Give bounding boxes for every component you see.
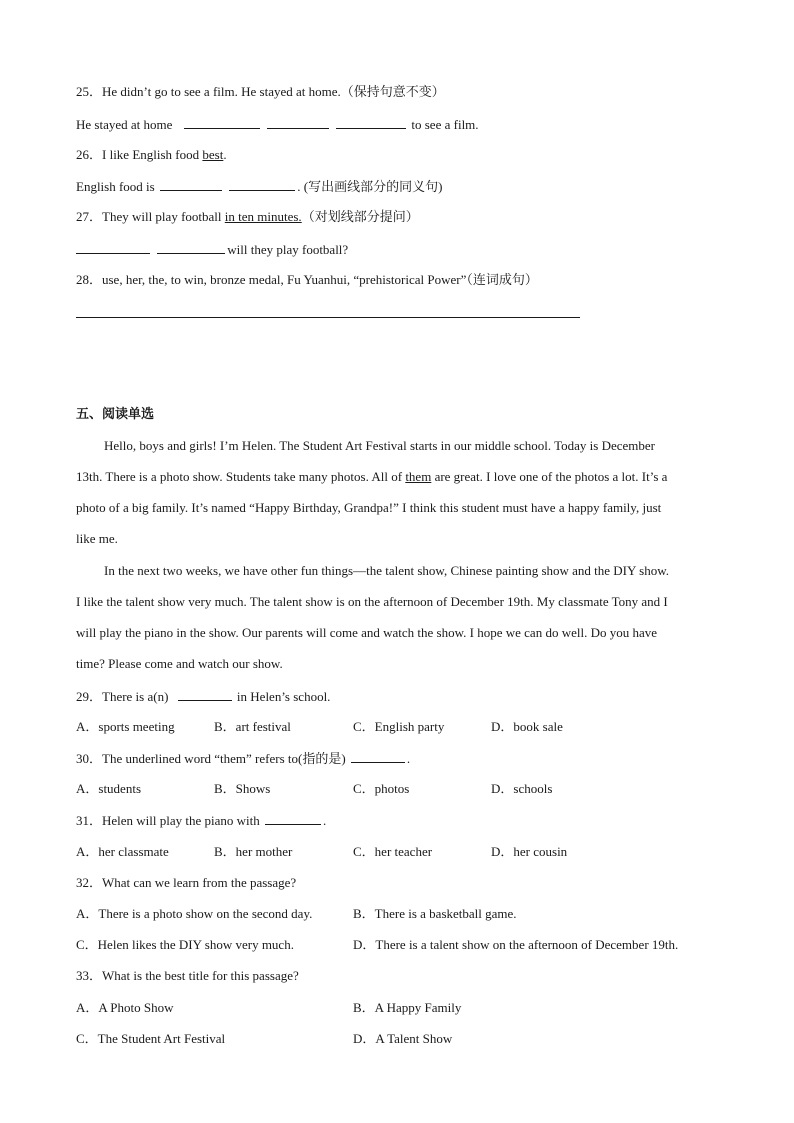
q32-option-d[interactable]: D．There is a talent show on the afternoon of December 19th. [353, 937, 679, 952]
passage-p1-line2 [76, 468, 667, 486]
q25-answer-start: He stayed at home [76, 117, 173, 132]
q27-underlined-phrase: in ten minutes. [224, 209, 302, 224]
section-title: 五、阅读单选 [76, 407, 155, 422]
q29-stem-start: 29．There is a(n) [76, 689, 169, 704]
q32-stem: 32．What can we learn from the passage? [76, 875, 297, 890]
passage-p2-line1: In the next two weeks, we have other fun things—the talent show, Chinese painting show and the DIY show. [104, 563, 670, 578]
q30-option-a[interactable]: A．students [76, 781, 142, 796]
q30-blank[interactable] [351, 749, 405, 763]
q30-stem-end: . [406, 751, 411, 766]
passage-p2-line2: I like the talent show very much. The talent show is on the afternoon of December 19th. My classmate Tony and I [76, 594, 668, 609]
q29-option-a[interactable]: A．sports meeting [76, 719, 175, 734]
q27-prompt-end: （对划线部分提问） [301, 209, 419, 224]
q32-option-b[interactable]: B．There is a basketball game. [353, 906, 517, 921]
q33-stem: 33．What is the best title for this passage? [76, 968, 299, 983]
q30-stem [76, 749, 410, 768]
q25-prompt: 25．He didn’t go to see a film. He stayed at home.（保持句意不变） [76, 84, 445, 99]
q31-stem-text: 31．Helen will play the piano with [76, 813, 260, 828]
q30-option-c[interactable]: C．photos [353, 781, 410, 796]
passage-p1-line1: Hello, boys and girls! I’m Helen. The Student Art Festival starts in our middle school. Today is December [104, 438, 656, 453]
passage-p1-line2-end: are great. I love one of the photos a lot. It’s a [431, 469, 668, 484]
passage-p1-line3: photo of a big family. It’s named “Happy Birthday, Grandpa!” I think this student must have a happy family, just [76, 500, 662, 515]
q29-stem-end: in Helen’s school. [236, 689, 331, 704]
q26-blank-1[interactable] [160, 177, 222, 191]
q26-underlined-word: best [202, 147, 224, 162]
passage-p2-line3: will play the piano in the show. Our parents will come and watch the show. I hope we can do well. Do you have [76, 625, 658, 640]
q31-option-a[interactable]: A．her classmate [76, 844, 169, 859]
q31-stem-end: . [323, 813, 327, 828]
q27-prompt [76, 208, 419, 226]
q32-option-a[interactable]: A．There is a photo show on the second day. [76, 906, 313, 921]
q30-option-d[interactable]: D．schools [491, 781, 553, 796]
q33-option-d[interactable]: D．A Talent Show [353, 1031, 453, 1046]
q31-option-c[interactable]: C．her teacher [353, 844, 433, 859]
q26-answer-line [76, 177, 442, 196]
passage-p2-line4: time? Please come and watch our show. [76, 656, 283, 671]
q31-stem [76, 811, 326, 830]
q29-option-c[interactable]: C．English party [353, 719, 445, 734]
q26-answer-start: English food is [76, 179, 155, 194]
q32-option-c[interactable]: C．Helen likes the DIY show very much. [76, 937, 294, 952]
q31-option-b[interactable]: B．her mother [214, 844, 293, 859]
q25-blank-2[interactable] [267, 115, 329, 129]
q27-answer-line [76, 240, 348, 259]
q26-blank-2[interactable] [229, 177, 295, 191]
q26-prompt-start: 26．I like English food [76, 147, 203, 162]
q25-answer-line [76, 115, 479, 134]
q27-answer-end: will they play football? [227, 242, 349, 257]
q27-blank-1[interactable] [76, 240, 150, 254]
q26-prompt-end: . [223, 147, 227, 162]
q27-prompt-start: 27．They will play football [76, 209, 225, 224]
passage-p1-line4: like me. [76, 531, 118, 546]
q29-option-b[interactable]: B．art festival [214, 719, 291, 734]
q28-answer-line[interactable] [76, 317, 580, 318]
q26-answer-end: . (写出画线部分的同义句) [297, 179, 443, 194]
q33-option-b[interactable]: B．A Happy Family [353, 1000, 462, 1015]
q31-blank[interactable] [265, 811, 321, 825]
q29-stem [76, 687, 330, 706]
q28-prompt: 28．use, her, the, to win, bronze medal, Fu Yuanhui, “prehistorical Power”（连词成句） [76, 272, 538, 287]
q25-answer-end: to see a film. [411, 117, 479, 132]
q30-option-b[interactable]: B．Shows [214, 781, 271, 796]
q27-blank-2[interactable] [157, 240, 225, 254]
q29-blank[interactable] [178, 687, 232, 701]
q25-blank-3[interactable] [336, 115, 406, 129]
q30-stem-text: 30．The underlined word “them” refers to(指的是) [76, 751, 346, 766]
passage-underlined-them: them [405, 469, 432, 484]
q26-prompt [76, 146, 227, 164]
q25-blank-1[interactable] [184, 115, 260, 129]
q31-option-d[interactable]: D．her cousin [491, 844, 568, 859]
q29-option-d[interactable]: D．book sale [491, 719, 563, 734]
q33-option-a[interactable]: A．A Photo Show [76, 1000, 174, 1015]
q33-option-c[interactable]: C．The Student Art Festival [76, 1031, 226, 1046]
passage-p1-line2-start: 13th. There is a photo show. Students take many photos. All of [76, 469, 406, 484]
